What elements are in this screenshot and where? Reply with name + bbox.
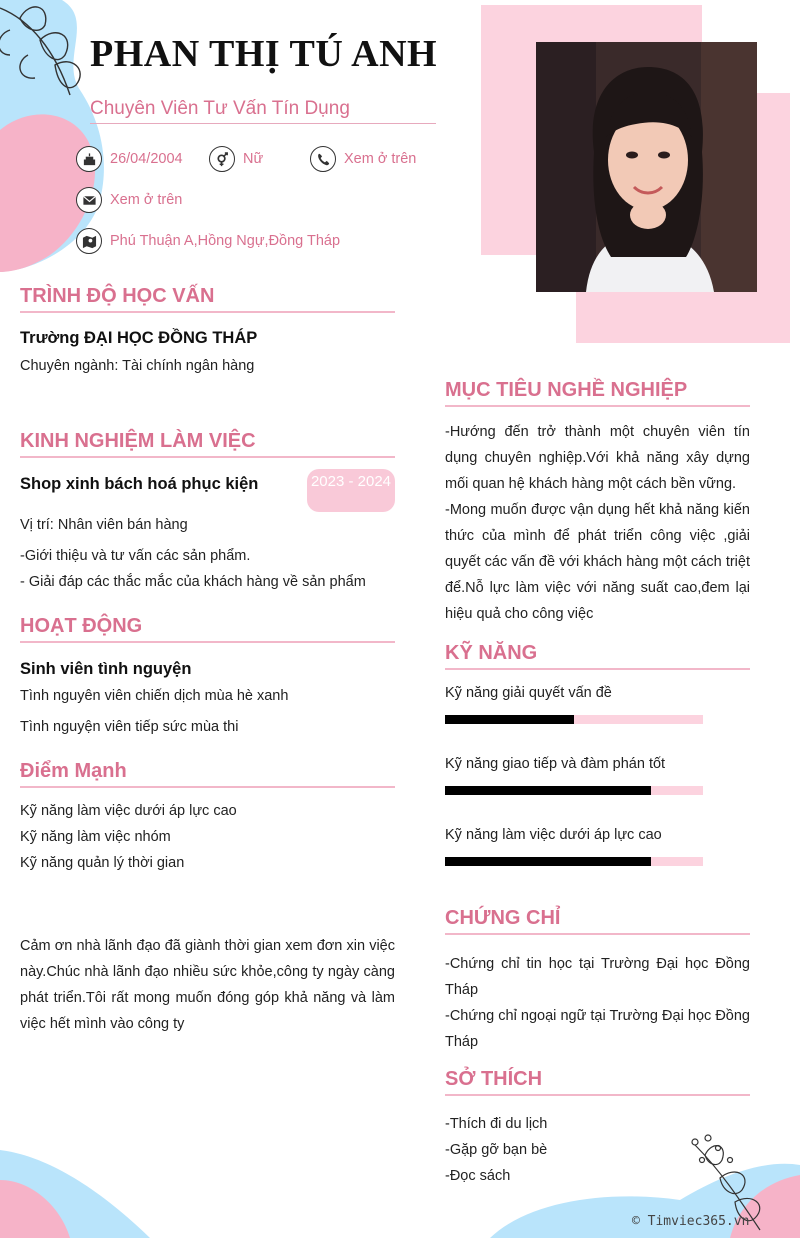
skill-level-fill [445,857,651,866]
education-title: TRÌNH ĐỘ HỌC VẤN [20,285,215,307]
experience-duty: - Giải đáp các thắc mắc của khách hàng về sản phẩm [20,574,366,590]
gender-icon [209,146,235,172]
hobbies-divider [445,1094,750,1096]
contact-gender [209,146,263,172]
activity-item: Tình nguyên viên chiến dịch mùa hè xanh [20,688,289,704]
contact-email [76,187,182,213]
activity-item: Tình nguyện viên tiếp sức mùa thi [20,719,239,735]
strength-item: Kỹ năng quản lý thời gian [20,855,185,871]
skill-level-fill [445,786,651,795]
skill-level-bar [445,786,703,795]
skills-divider [445,668,750,670]
skill-label: Kỹ năng làm việc dưới áp lực cao [445,827,662,843]
email-value: Xem ở trên [110,192,183,208]
experience-position: Vị trí: Nhân viên bán hàng [20,517,188,533]
contact-address [76,228,340,254]
experience-divider [20,456,395,458]
bottom-left-decoration [0,1150,160,1238]
experience-duty: -Giới thiệu và tư vấn các sản phẩm. [20,548,251,564]
location-icon [76,228,102,254]
experience-company: Shop xinh bách hoá phục kiện [20,475,259,493]
certificates-divider [445,933,750,935]
hobbies-title: SỞ THÍCH [445,1068,543,1090]
hobby-item: -Thích đi du lịch [445,1116,548,1132]
objective-paragraph: -Mong muốn được vận dụng hết khả năng kiến thức của mình để phát triển công việc ,giải quyết các vấn đề với khách hàng một cách triệt để.Nỗ lực làm việc với năng suất cao,đem lại hiệu quả cho công việc [445,502,750,622]
certificate-item: -Chứng chỉ tin học tại Trường Đại học Đồng Tháp [445,956,750,998]
birthday-cake-icon [76,146,102,172]
strength-item: Kỹ năng làm việc dưới áp lực cao [20,803,237,819]
hobby-item: -Đọc sách [445,1168,511,1184]
title-divider [90,123,436,124]
hobby-item: -Gặp gỡ bạn bè [445,1142,548,1158]
skill-label: Kỹ năng giao tiếp và đàm phán tốt [445,756,666,772]
strengths-divider [20,786,395,788]
phone-value: Xem ở trên [344,151,417,167]
footer-credit: © Timviec365.vn [632,1214,750,1229]
birthday-value: 26/04/2004 [110,151,183,167]
skill-level-fill [445,715,574,724]
email-icon [76,187,102,213]
address-value: Phú Thuận A,Hồng Ngự,Đồng Tháp [110,233,341,249]
activities-title: HOẠT ĐỘNG [20,615,143,637]
strengths-title: Điểm Mạnh [20,760,127,782]
education-divider [20,311,395,313]
activities-role: Sinh viên tình nguyện [20,660,192,678]
phone-icon [310,146,336,172]
experience-period-badge: 2023 - 2024 [307,469,395,512]
skill-level-bar [445,857,703,866]
closing-paragraph: Cảm ơn nhà lãnh đạo đã giành thời gian xem đơn xin việc này.Chúc nhà lãnh đạo nhiều sức khỏe,công ty ngày càng phát triển.Tôi rất mong muốn đóng góp khả năng và làm việc hết mình vào công ty [20,938,395,1032]
activities-divider [20,641,395,643]
contact-phone [310,146,416,172]
contact-birthday [76,146,183,172]
profile-photo [536,42,757,292]
gender-value: Nữ [243,151,264,167]
certificates-title: CHỨNG CHỈ [445,907,561,929]
education-school: Trường ĐẠI HỌC ĐỒNG THÁP [20,329,258,347]
strength-item: Kỹ năng làm việc nhóm [20,829,171,845]
objective-divider [445,405,750,407]
skill-label: Kỹ năng giải quyết vấn đề [445,685,612,701]
objective-paragraph: -Hướng đến trở thành một chuyên viên tín dụng chuyên nghiệp.Với khả năng xây dựng mối quan hệ khách hàng một cách bền vững. [445,424,750,492]
objective-title: MỤC TIÊU NGHỀ NGHIỆP [445,379,688,401]
job-title: Chuyên Viên Tư Vấn Tín Dụng [90,98,350,119]
candidate-name: PHAN THỊ TÚ ANH [90,33,438,75]
experience-title: KINH NGHIỆM LÀM VIỆC [20,430,256,452]
certificate-item: -Chứng chỉ ngoại ngữ tại Trường Đại học Đồng Tháp [445,1008,750,1050]
education-major: Chuyên ngành: Tài chính ngân hàng [20,358,255,374]
skill-level-bar [445,715,703,724]
skills-title: KỸ NĂNG [445,642,538,664]
